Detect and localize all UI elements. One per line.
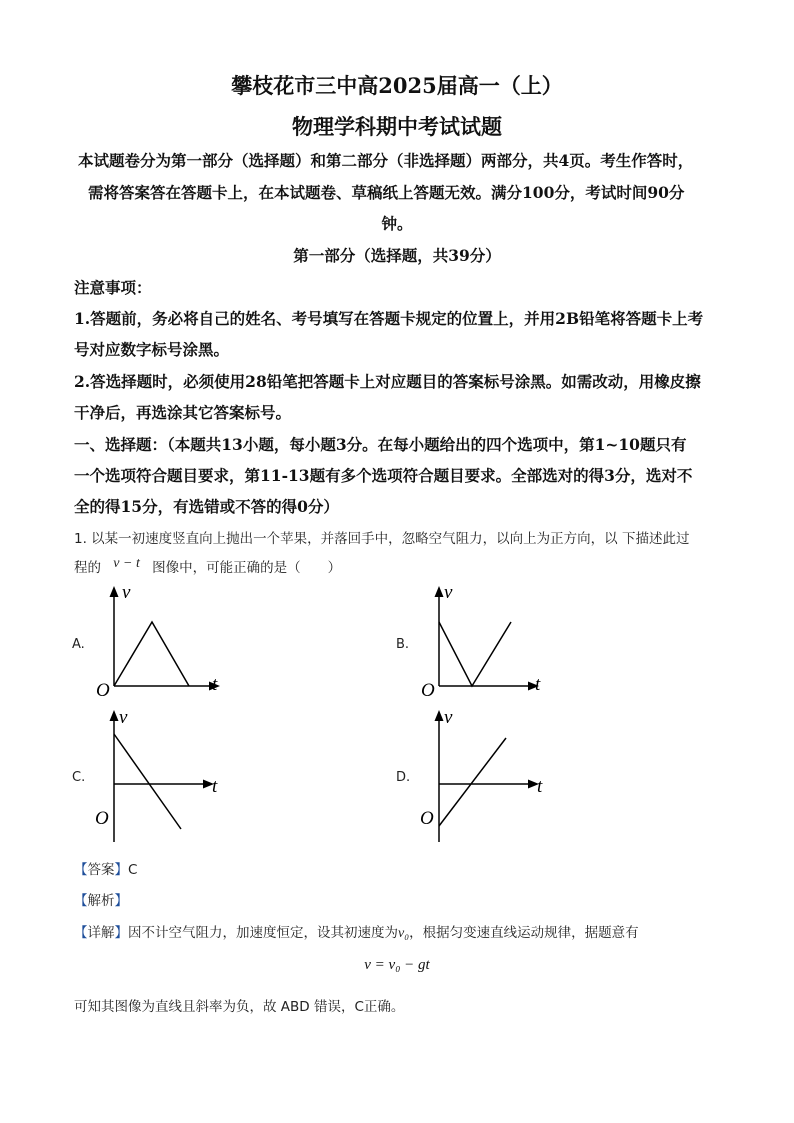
graph-b-y-arrow [435,586,444,597]
option-d-label[interactable]: D. [396,770,411,785]
graph-b[interactable] [417,582,552,700]
answer-line [74,858,137,878]
detail-text-2: ，根据匀变速直线运动规律，据题意有 [409,925,639,941]
graph-b-y-label: v [444,582,453,603]
graph-c-y-label: v [119,707,128,728]
vt-symbol: v − t [113,556,140,571]
detail-text: 因不计空气阻力，加速度恒定，设其初速度为 [128,925,398,941]
answer-value: C [128,862,138,878]
graph-d[interactable] [417,704,552,846]
graph-a-line [114,622,189,686]
graph-b-origin: O [421,680,435,701]
option-b-label[interactable]: B. [396,637,410,652]
graph-d-line [439,738,506,826]
answer-open-bracket: 【 [74,862,88,878]
answer-tag: 答案 [87,862,115,878]
question1-prefix: 程的 [74,560,101,576]
section1-line2: 一个选项符合题目要求，第11-13题有多个选项符合题目要求。全部选对的得3分，选对不 [74,466,693,485]
detail-var: v₀ [398,926,410,941]
graph-c-line [114,734,181,829]
notice-heading: 注意事项： [74,278,152,297]
graph-d-y-arrow [435,710,444,721]
page-title: 攀枝花市三中高2025届高一（上） [231,73,563,98]
graph-c[interactable] [92,704,227,846]
section1-line1: 一、选择题：（本题共13小题，每小题3分。在每小题给出的四个选项中，第1~10题只有 [74,435,687,454]
notice-item2-line1: 2.答选择题时，必须使用28铅笔把答题卡上对应题目的答案标号涂黑。如需改动，用橡皮擦 [74,372,701,391]
graph-b-x-label: t [535,674,541,695]
graph-a-y-label: v [122,582,131,603]
conclusion-line: 可知其图像为直线且斜率为负，故 ABD 错误，C正确。 [74,999,405,1015]
graph-d-x-label: t [537,776,543,797]
graph-d-y-label: v [444,707,453,728]
question1-line2 [74,556,341,577]
notice-item1-line1: 1.答题前，务必将自己的姓名、考号填写在答题卡规定的位置上，并用2B铅笔将答题卡上考 [74,309,704,328]
graph-a-origin: O [96,680,110,701]
graph-d-origin: O [420,808,434,829]
notice-item2-line2: 干净后，再选涂其它答案标号。 [74,403,292,422]
detail-close-bracket: 】 [114,925,128,941]
question1-suffix: 图像中，可能正确的是（ ） [152,560,342,576]
question1-line1: 1. 以某一初速度竖直向上抛出一个苹果，并落回手中，忽略空气阻力，以向上为正方向，以 下描述此过 [74,531,690,547]
graph-b-line [439,622,511,686]
intro-line-1: 本试题卷分为第一部分（选择题）和第二部分（非选择题）两部分，共4页。考生作答时， [78,151,694,170]
section1-line3: 全的得15分，有选错或不答的得0分） [74,497,339,516]
option-a-label[interactable]: A. [72,637,85,652]
detail-line [74,921,639,942]
page-subtitle: 物理学科期中考试试题 [292,114,502,139]
intro-line-2: 需将答案答在答题卡上，在本试题卷、草稿纸上答题无效。满分100分，考试时间90分 [88,183,685,202]
analysis-line [74,889,128,909]
graph-a-y-arrow [110,586,119,597]
option-c-label[interactable]: C. [72,770,86,785]
graph-c-x-label: t [212,776,218,797]
graph-c-origin: O [95,808,109,829]
analysis-open-bracket: 【 [74,893,88,909]
formula: v = v₀ − gt [364,957,430,973]
detail-open-bracket: 【 [74,925,88,941]
notice-item1-line2: 号对应数字标号涂黑。 [74,340,230,359]
answer-close-bracket: 】 [114,862,128,878]
graph-c-y-arrow [110,710,119,721]
graph-a-x-label: t [212,674,218,695]
intro-line-3: 钟。 [381,214,413,233]
analysis-close-bracket: 】 [114,893,128,909]
analysis-tag: 解析 [87,893,115,909]
graph-a[interactable] [92,582,227,700]
detail-tag: 详解 [87,925,115,941]
part1-heading: 第一部分（选择题，共39分） [293,246,501,265]
